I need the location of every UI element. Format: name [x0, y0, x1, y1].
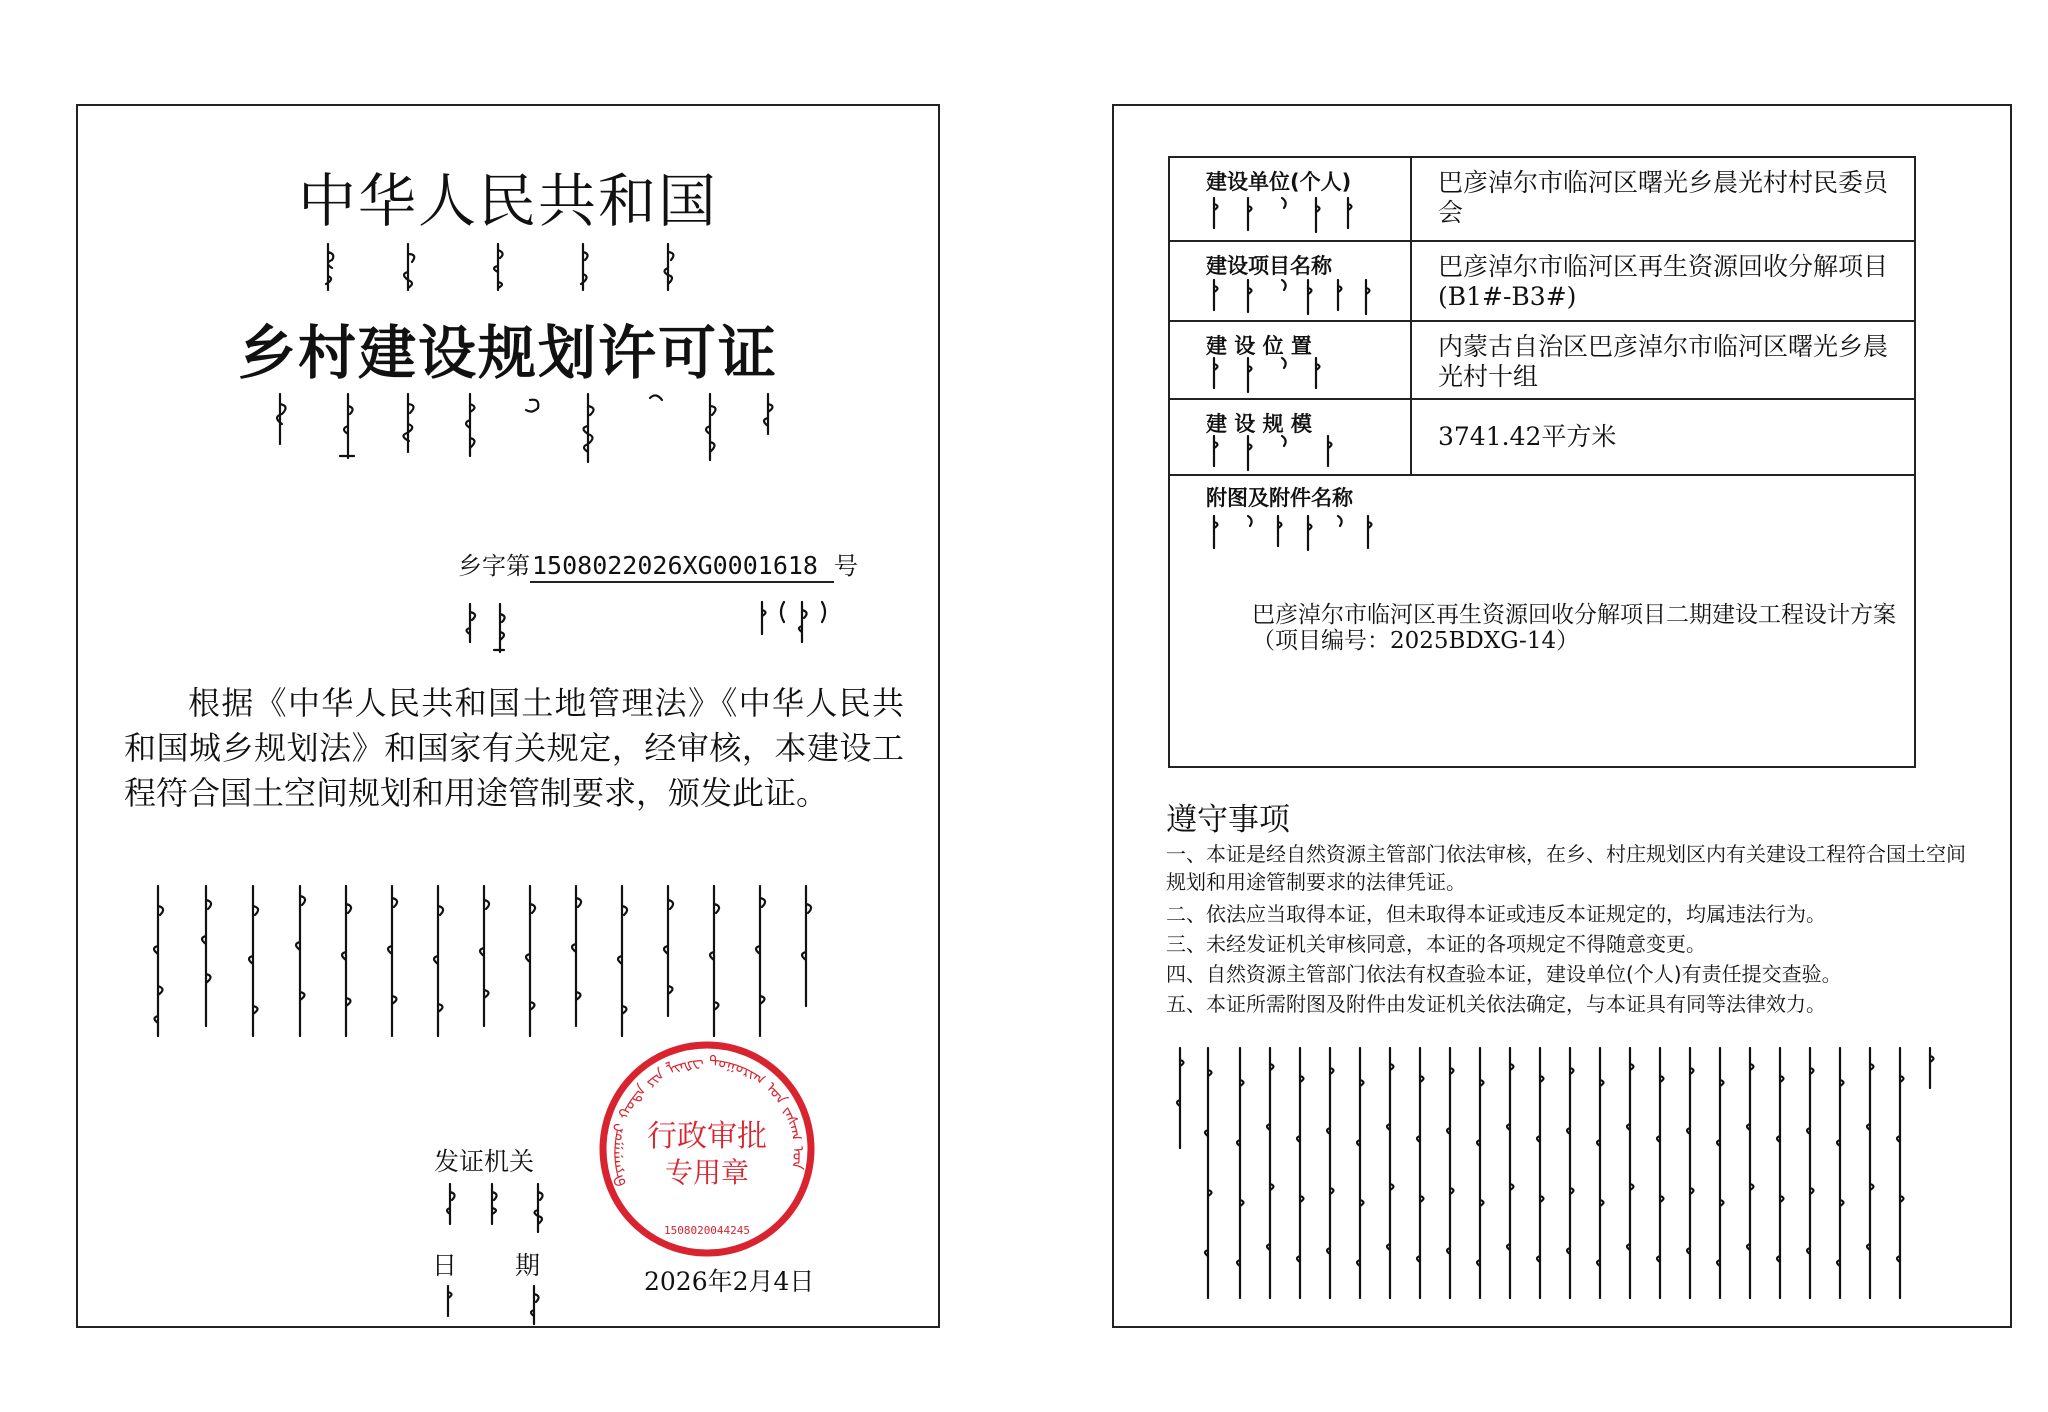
mongolian-project-name-label [1208, 276, 1388, 318]
certificate-number [458, 546, 858, 583]
mongolian-rules [1164, 1040, 1964, 1310]
mongolian-country-title [308, 238, 728, 298]
table-row-scale [1170, 400, 1914, 476]
mongolian-issuer-label [438, 1178, 588, 1238]
attachments-text [1252, 602, 1952, 654]
builder-value: 巴彦淖尔市临河区曙光乡晨光村村民委员会 [1438, 168, 1889, 227]
country-title: 中华人民共和国 [297, 167, 718, 235]
table-column-divider [1410, 322, 1412, 398]
rule-item: 五、本证所需附图及附件由发证机关依法确定，与本证具有同等法律效力。 [1166, 992, 1826, 1016]
rule-item: 一、本证是经自然资源主管部门依法审核，在乡、村庄规划区内有关建设工程符合国土空间规划和用途管制要求的法律凭证。 [1166, 842, 1966, 894]
certificate-number-value: 1508022026XG0001618 [530, 551, 834, 583]
rule-item: 四、自然资源主管部门依法有权查验本证，建设单位(个人)有责任提交查验。 [1166, 962, 1842, 986]
official-seal [592, 1034, 822, 1264]
mongolian-scale-label [1208, 432, 1388, 474]
certificate-number-suffix: 号 [834, 552, 858, 580]
location-label: 建 设 位 置 [1206, 334, 1312, 358]
scale-value: 3741.42平方米 [1438, 422, 1617, 451]
table-column-divider [1410, 158, 1412, 240]
table-row-builder [1170, 158, 1914, 242]
issue-date: 2026年2月4日 [644, 1267, 815, 1296]
svg-text:ᠪᠠᠶᠠᠨᠨᠠᠭᠤᠷ ᠬᠣᠲᠠ ᠶᠢᠨ ᠯᠢᠨᠾᠧ ᠲᠣᠭᠣ: ᠪᠠᠶᠠᠨᠨᠠᠭᠤᠷ ᠬᠣᠲᠠ ᠶᠢᠨ ᠯᠢᠨᠾᠧ ᠲᠣᠭᠣᠷᠢᠭ ᠤᠨ ᠵᠠᠰᠠᠭ ᠤᠨ [606, 1052, 808, 1189]
project-name-label: 建设项目名称 [1206, 254, 1332, 278]
rule-item: 二、依法应当取得本证，但未取得本证或违反本证规定的，均属违法行为。 [1166, 902, 1826, 926]
date-label: 日期 [432, 1251, 599, 1280]
project-info-table [1168, 156, 1916, 768]
seal-line1: 行政审批 [647, 1119, 767, 1154]
mongolian-certificate-title [258, 386, 818, 466]
rules-title: 遵守事项 [1166, 802, 1290, 838]
table-row-location [1170, 322, 1914, 400]
mongolian-date-label [434, 1282, 634, 1328]
mongolian-certificate-number [462, 598, 842, 658]
rule-item: 三、未经发证机关审核同意，本证的各项规定不得随意变更。 [1166, 932, 1706, 956]
certificate-number-prefix: 乡字第 [458, 552, 530, 580]
issuance-statement: 根据《中华人民共和国土地管理法》《中华人民共和国城乡规划法》和国家有关规定，经审核，本建设工程符合国土空间规划和用途管制要求，颁发此证。 [124, 684, 904, 812]
location-value: 内蒙古自治区巴彦淖尔市临河区曙光乡晨光村十组 [1438, 332, 1889, 391]
issuer-label: 发证机关 [434, 1147, 535, 1176]
scale-label: 建 设 规 模 [1206, 412, 1312, 436]
certificate-front-page [76, 104, 940, 1328]
attachments-project-number: （项目编号：2025BDXG-14） [1252, 628, 1580, 654]
mongolian-builder-label [1208, 194, 1388, 236]
mongolian-location-label [1208, 354, 1388, 396]
attachments-label: 附图及附件名称 [1206, 486, 1353, 510]
table-column-divider [1410, 242, 1412, 320]
builder-label: 建设单位(个人) [1206, 170, 1352, 194]
table-row-project-name [1170, 242, 1914, 322]
certificate-title: 乡村建设规划许可证 [237, 319, 778, 387]
seal-line2: 专用章 [664, 1156, 750, 1189]
seal-serial: 1508020044245 [663, 1224, 751, 1237]
attachments-description: 巴彦淖尔市临河区再生资源回收分解项目二期建设工程设计方案 [1252, 602, 1896, 628]
mongolian-attachments-label [1208, 512, 1408, 558]
project-name-value: 巴彦淖尔市临河区再生资源回收分解项目(B1#-B3#) [1438, 252, 1889, 311]
table-column-divider [1410, 400, 1412, 474]
certificate-back-page [1112, 104, 2012, 1328]
